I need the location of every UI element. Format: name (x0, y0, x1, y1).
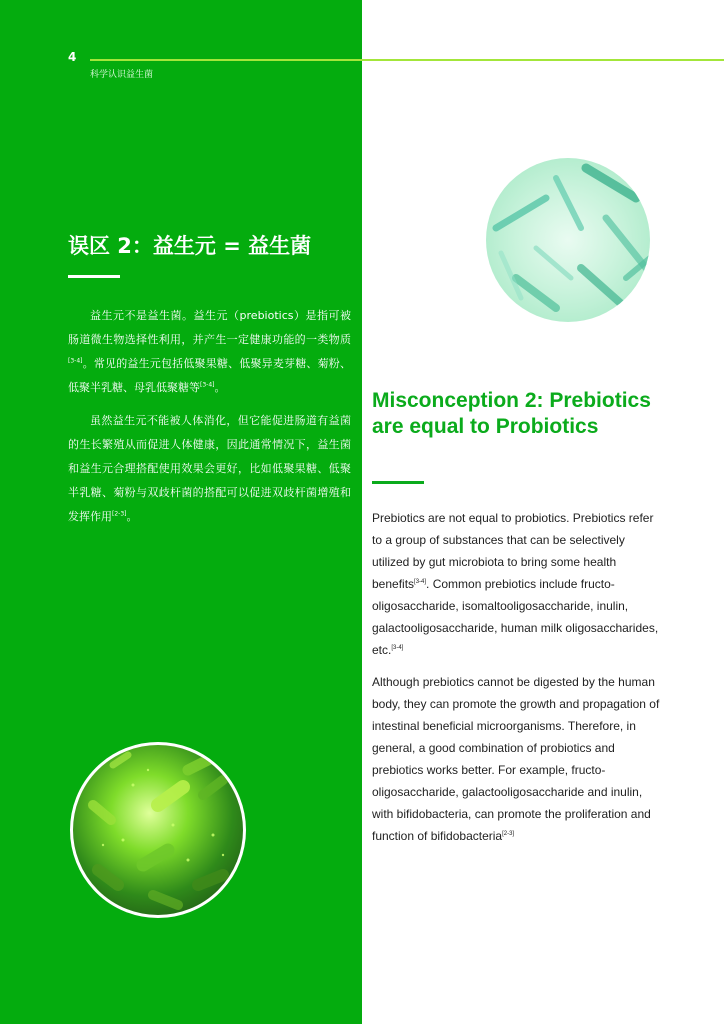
bacteria-light-illustration (486, 158, 650, 322)
zh-p2-ref: [2-3] (112, 510, 127, 518)
microscope-bacteria-dark-image (70, 742, 246, 918)
section-label: 科学认识益生菌 (90, 70, 154, 80)
chinese-paragraph-2 (68, 409, 351, 529)
en-p1-text-b: . Common prebiotics include fructo-oligosaccharide, isomaltooligosaccharide, inulin, galactooligosaccharide, human milk oligosaccharides, etc. (372, 577, 659, 657)
chinese-title-underline (68, 275, 120, 278)
en-p2-ref: [2-3] (502, 831, 515, 837)
english-title-underline (372, 481, 424, 484)
zh-p1-ref2: [3-4] (200, 381, 215, 389)
zh-p1-ref1: [3-4] (68, 357, 83, 365)
header-rule (90, 59, 724, 61)
page-number: 4 (68, 50, 77, 64)
chinese-body (68, 304, 351, 538)
en-p2-text-a: Although prebiotics cannot be digested by the human body, they can promote the growth and propagation of intestinal beneficial microorganisms. Therefore, in general, a good combination of probiotics and prebiotics works better. For example, fructo-oligosaccharide, galactooligosaccharide and inulin, with bifidobacteria, can promote the proliferation and function of bifidobacteria (372, 675, 660, 843)
english-title: Misconception 2: Prebiotics are equal to Probiotics (372, 389, 651, 438)
english-paragraph-1 (372, 507, 662, 661)
en-p1-ref2: [3-4] (391, 645, 404, 651)
zh-p2-text-a: 虽然益生元不能被人体消化，但它能促进肠道有益菌的生长繁殖从而促进人体健康，因此通常情况下，益生菌和益生元合理搭配使用效果会更好，比如低聚果糖、低聚半乳糖、菊粉与双歧杆菌的搭配可以促进双歧杆菌增殖和发挥作用 (68, 414, 351, 523)
zh-p1-text-b: 。常见的益生元包括低聚果糖、低聚异麦芽糖、菊粉、低聚半乳糖、母乳低聚糖等 (68, 357, 351, 394)
zh-p2-text-b: 。 (126, 510, 138, 523)
en-p1-text-a: Prebiotics are not equal to probiotics. Prebiotics refer to a group of substances that can be selectively utilized by gut microbiota to bring some health benefits (372, 511, 654, 591)
chinese-paragraph-1 (68, 304, 351, 400)
en-p1-ref1: [3-4] (414, 579, 427, 585)
zh-p1-text-c: 。 (214, 381, 226, 394)
bacteria-dark-illustration (73, 745, 243, 915)
english-body (372, 507, 662, 857)
microscope-bacteria-light-image (486, 158, 650, 322)
zh-p1-text-a: 益生元不是益生菌。益生元（prebiotics）是指可被肠道微生物选择性利用，并产生一定健康功能的一类物质 (68, 309, 351, 346)
chinese-title: 误区 2：益生元 = 益生菌 (68, 234, 312, 258)
english-paragraph-2 (372, 671, 662, 847)
